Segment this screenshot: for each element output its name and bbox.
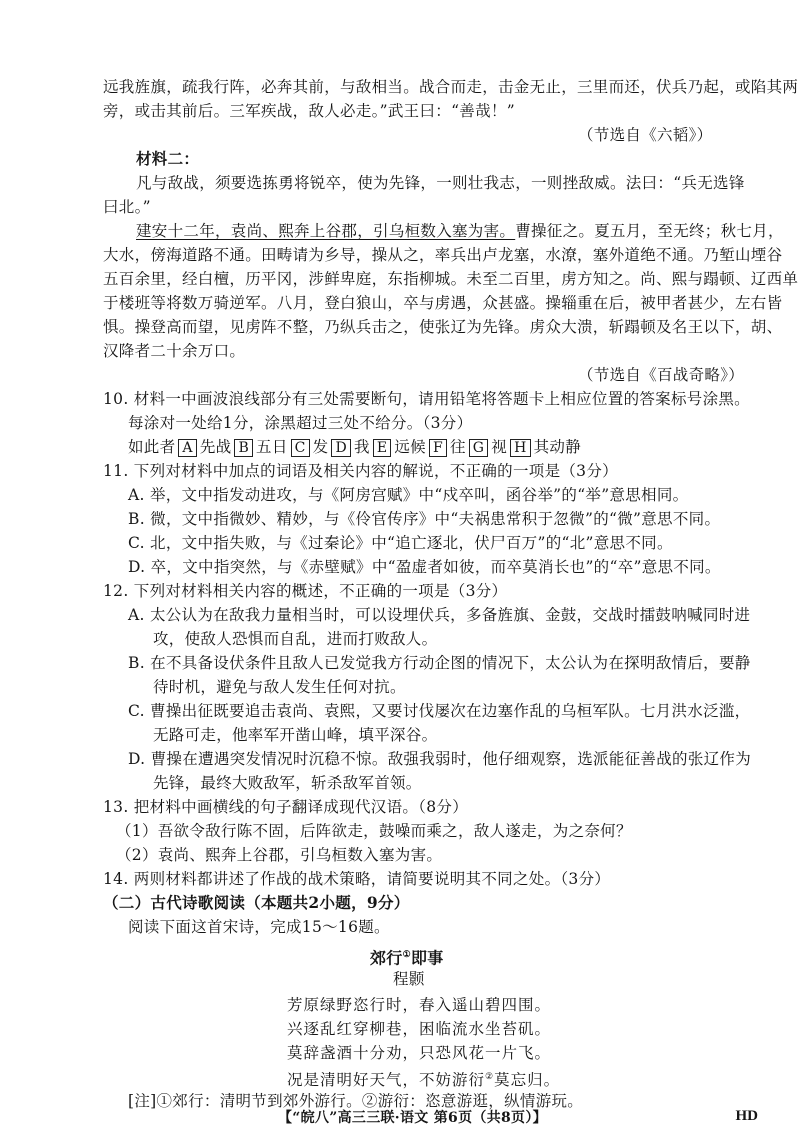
material2-p1-line-2: 曰北。” <box>103 198 151 216</box>
break-option-g[interactable]: G <box>469 439 488 457</box>
q11-option-a[interactable]: A. 举，文中指发动进攻，与《阿房宫赋》中“戍卒叫，函谷举”的“举”意思相同。 <box>128 486 689 504</box>
break-option-h[interactable]: H <box>510 439 531 457</box>
q12-option-b-cont: 待时机，避免与敌人发生任何对抗。 <box>153 678 406 696</box>
q13-item-1: （1）吾欲令敌行陈不固，后阵欲走，鼓噪而乘之，敌人遂走，为之奈何？ <box>116 822 632 840</box>
material1-line-2: 旁，或击其前后。三军疾战，敌人必走。”武王曰：“善哉！” <box>103 102 515 120</box>
break-option-c[interactable]: C <box>291 439 310 457</box>
q12-option-b[interactable]: B. 在不具备设伏条件且敌人已发觉我方行动企图的情况下，太公认为在探明敌情后，要静 <box>128 654 751 672</box>
poem-title-suffix: 即事 <box>410 948 444 968</box>
q10-line-1: 10. 材料一中画波浪线部分有三处需要断句，请用铅笔将答题卡上相应位置的答案标号涂黑。 <box>103 390 750 408</box>
break-option-a[interactable]: A <box>178 439 196 457</box>
q12-option-d[interactable]: D. 曹操在遭遇突发情况时沉稳不惊。敌强我弱时，他仔细观察，选派能征善战的张辽作为 <box>128 750 752 768</box>
underlined-sentence-2: 建安十二年，袁尚、熙奔上谷郡，引乌桓数入塞为害。 <box>136 222 516 240</box>
break-option-b[interactable]: B <box>234 439 253 457</box>
q13-stem: 13. 把材料中画横线的句子翻译成现代汉语。（8分） <box>103 798 468 816</box>
source-1: （节选自《六韬》） <box>578 126 713 144</box>
material2-p2-line-2: 大水，傍海道路不通。田畴请为乡导，操从之，率兵出卢龙塞，水潦，塞外道绝不通。乃堑山堙谷 <box>103 246 783 264</box>
q11-option-c[interactable]: C. 北，文中指失败，与《过秦论》中“追亡逐北，伏尸百万”的“北”意思不同。 <box>128 534 673 552</box>
sentence-part: 先战 <box>199 438 232 456</box>
sentence-part: 发 <box>312 438 329 456</box>
footer-code: HD <box>735 1108 758 1124</box>
break-option-e[interactable]: E <box>373 439 392 457</box>
poem-title <box>370 945 444 968</box>
break-option-d[interactable]: D <box>331 439 351 457</box>
q13-item-2: （2）袁尚、熙奔上谷郡，引乌桓数入塞为害。 <box>116 846 443 864</box>
sentence-part: 视 <box>491 438 508 456</box>
section2-heading: （二）古代诗歌阅读（本题共2小题，9分） <box>103 893 410 912</box>
q12-stem: 12. 下列对材料相关内容的概述，不正确的一项是（3分） <box>103 582 508 600</box>
poem-notes: [注]①郊行：清明节到郊外游行。②游衍：恣意游逛，纵情游玩。 <box>128 1092 584 1110</box>
poem-title-main: 郊行 <box>370 948 403 968</box>
material2-p2-line-3: 五百余里，经白檀，历平冈，涉鲜卑庭，东指柳城。未至二百里，虏方知之。尚、熙与蹋顿、辽西单 <box>103 270 799 288</box>
source-2: （节选自《百战奇略》） <box>578 366 745 384</box>
poem-line-4 <box>287 1067 560 1090</box>
poem-line-2: 兴逐乱红穿柳巷，困临流水坐苔矶。 <box>287 1020 552 1038</box>
poem-line-4-end: 莫忘归。 <box>494 1071 561 1090</box>
q10-line-2: 每涂对一处给1分，涂黑超过三处不给分。（3分） <box>128 414 473 432</box>
q11-stem: 11. 下列对材料中加点的词语及相关内容的解说，不正确的一项是（3分） <box>103 462 618 480</box>
page-footer: 【“皖八”高三三联·语文 第6页（共8页）】 <box>278 1110 547 1126</box>
poem-line-1: 芳原绿野恣行时，春入遥山碧四围。 <box>287 996 552 1014</box>
q12-option-c-cont: 无路可走，他率军开凿山峰，填平深谷。 <box>153 726 438 744</box>
material2-p2-line-6: 汉降者二十余万口。 <box>103 342 246 360</box>
material2-p2-line-1 <box>136 221 784 241</box>
material2-p1-line-1: 凡与敌战，须要选拣勇将锐卒，使为先锋，一则壮我志，一则挫敌威。法曰：“兵无选锋 <box>136 174 745 192</box>
break-option-f[interactable]: F <box>429 439 447 457</box>
material2-p2-line-5: 惧。操登高而望，见虏阵不整，乃纵兵击之，使张辽为先锋。虏众大溃，斩蹋顿及名王以下，胡、 <box>103 318 783 336</box>
material1-line-1: 远我旌旗，疏我行阵，必奔其前，与敌相当。战合而走，击金无止，三里而还，伏兵乃起，或陷其两 <box>103 78 799 96</box>
q10-sentence <box>128 437 581 457</box>
q11-option-d[interactable]: D. 卒，文中指突然，与《赤壁赋》中“盈虚者如彼，而卒莫消长也”的“卒”意思不同。 <box>128 558 721 576</box>
poem-line-4-note: ② <box>485 1072 495 1082</box>
poem-line-3: 莫辞盏酒十分劝，只恐风花一片飞。 <box>287 1044 552 1062</box>
sentence-part: 我 <box>354 438 370 456</box>
q11-option-b[interactable]: B. 微，文中指微妙、精妙，与《伶官传序》中“夫祸患常积于忽微”的“微”意思不同。 <box>128 510 721 528</box>
poem-author: 程颢 <box>393 970 425 988</box>
q14-stem: 14. 两则材料都讲述了作战的战术策略，请简要说明其不同之处。（3分） <box>103 870 611 888</box>
section2-instruction: 阅读下面这首宋诗，完成15～16题。 <box>128 918 390 936</box>
q12-option-a-cont: 攻，使敌人恐惧而自乱，进而打败敌人。 <box>153 630 438 648</box>
sentence-part: 如此者 <box>128 438 176 456</box>
q12-option-d-cont: 先锋，最终大败敌军，斩杀敌军首领。 <box>153 774 422 792</box>
material2-p2-line-1-rest: 曹操征之。夏五月，至无终；秋七月， <box>515 222 784 240</box>
material2-p2-line-4: 于楼班等将数万骑逆军。八月，登白狼山，卒与虏遇，众甚盛。操辎重在后，被甲者甚少，左右皆 <box>103 294 783 312</box>
sentence-part: 远候 <box>394 438 426 456</box>
poem-title-note: ① <box>402 950 411 960</box>
q12-option-c[interactable]: C. 曹操出征既要追击袁尚、袁熙，又要讨伐屡次在边塞作乱的乌桓军队。七月洪水泛滥， <box>128 702 751 720</box>
poem-line-4-text: 况是清明好天气，不妨游衍 <box>287 1071 486 1090</box>
material2-title: 材料二： <box>136 149 200 168</box>
sentence-part: 五日 <box>256 438 288 456</box>
q12-option-a[interactable]: A. 太公认为在敌我力量相当时，可以设埋伏兵，多备旌旗、金鼓，交战时擂鼓呐喊同时进 <box>128 606 751 624</box>
sentence-part: 往 <box>449 438 466 456</box>
sentence-part: 其动静 <box>533 438 581 456</box>
